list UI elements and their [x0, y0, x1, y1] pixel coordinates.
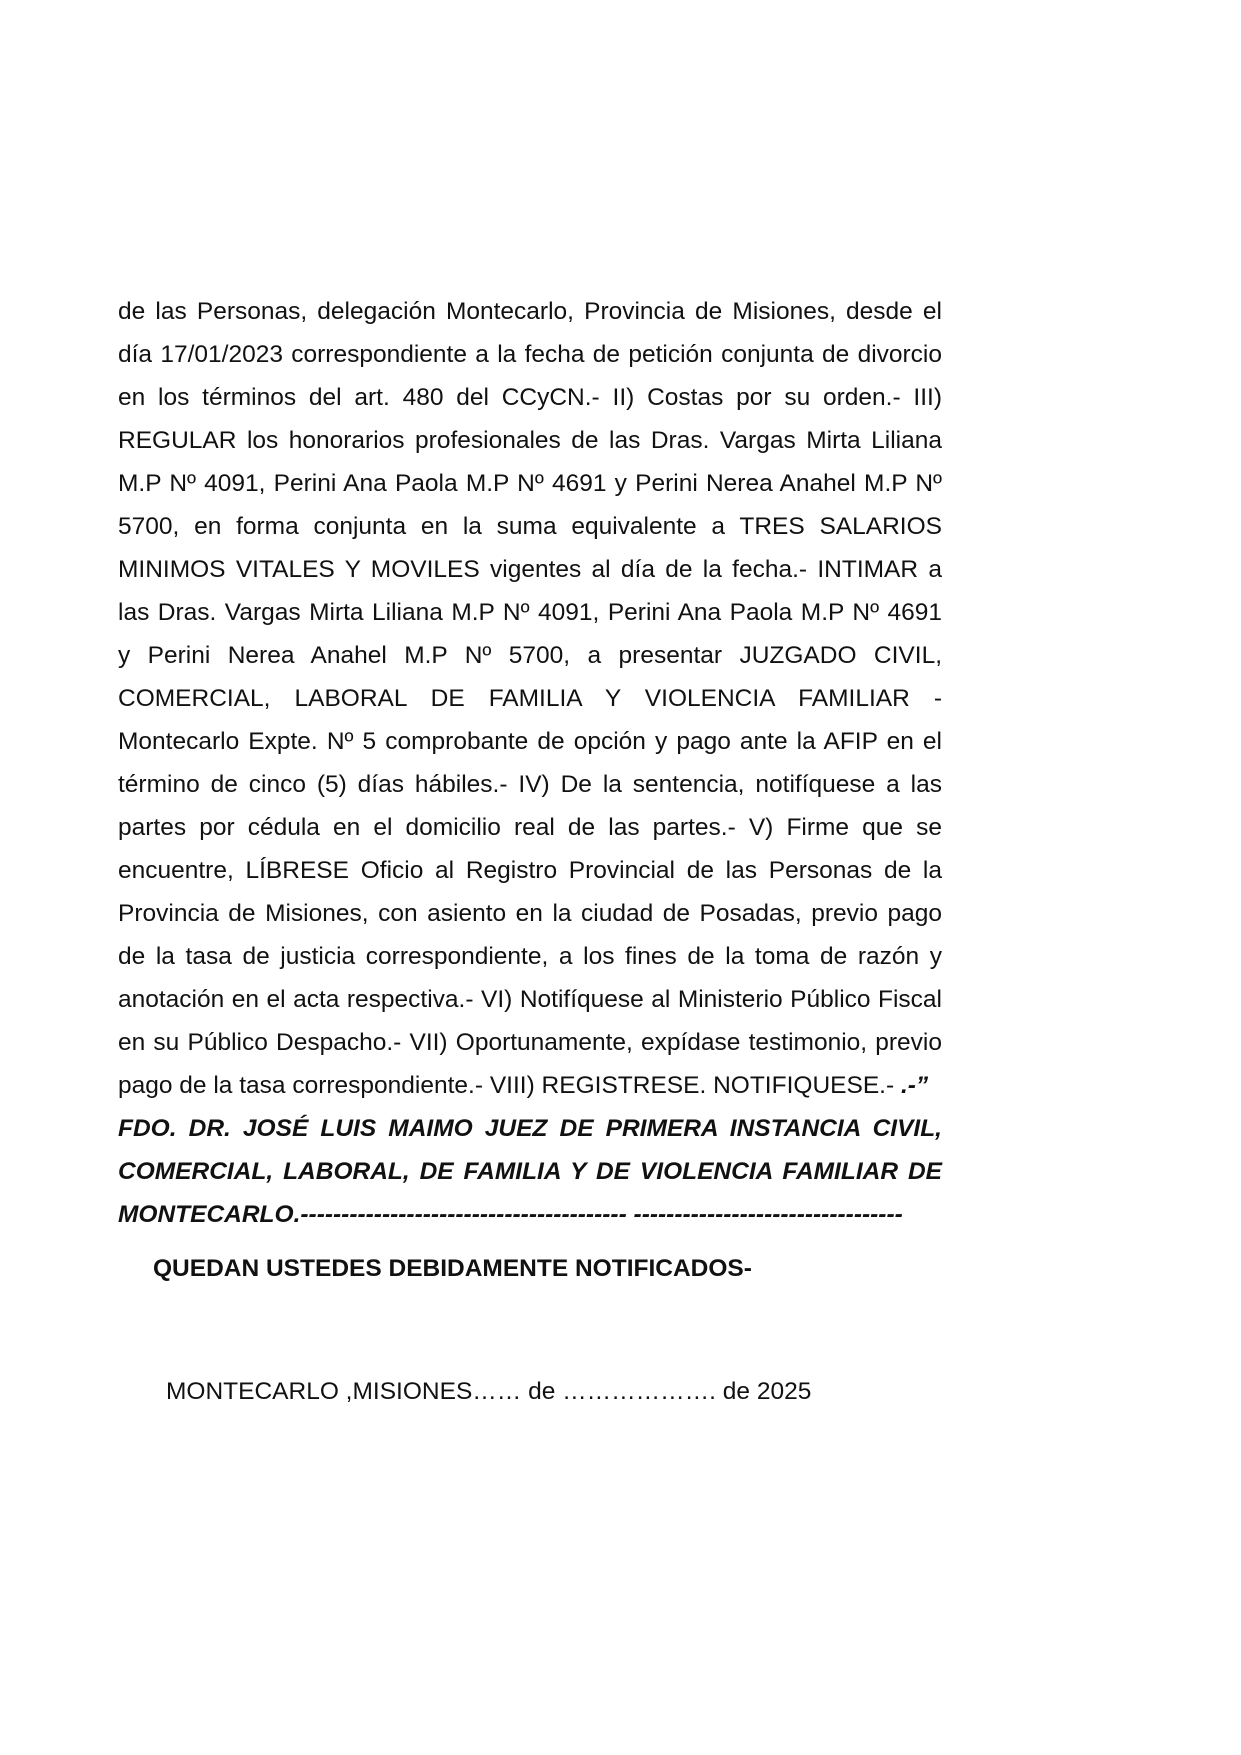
signature-line: MONTECARLO.---------------------------------------- ---------------------------------: [118, 1201, 903, 1228]
body-line: encuentre, LÍBRESE Oficio al Registro Provincial de las Personas de la: [118, 857, 942, 884]
notification-notice: QUEDAN USTEDES DEBIDAMENTE NOTIFICADOS-: [153, 1255, 752, 1282]
body-line: MINIMOS VITALES Y MOVILES vigentes al día de la fecha.- INTIMAR a: [118, 556, 942, 583]
body-line: en los términos del art. 480 del CCyCN.- II) Costas por su orden.- III): [118, 384, 942, 411]
body-line: partes por cédula en el domicilio real de las partes.- V) Firme que se: [118, 814, 942, 841]
body-line: en su Público Despacho.- VII) Oportunamente, expídase testimonio, previo: [118, 1029, 942, 1056]
body-line: término de cinco (5) días hábiles.- IV) De la sentencia, notifíquese a las: [118, 771, 942, 798]
body-line: las Dras. Vargas Mirta Liliana M.P Nº 4091, Perini Ana Paola M.P Nº 4691: [118, 599, 942, 626]
closing-quote-mark: .-”: [900, 1072, 929, 1099]
body-line: REGULAR los honorarios profesionales de las Dras. Vargas Mirta Liliana: [118, 427, 942, 454]
body-line: M.P Nº 4091, Perini Ana Paola M.P Nº 4691 y Perini Nerea Anahel M.P Nº: [118, 470, 942, 497]
body-line: de las Personas, delegación Montecarlo, Provincia de Misiones, desde el: [118, 298, 942, 325]
place-date-line: MONTECARLO ,MISIONES…… de ………………. de 2025: [166, 1378, 812, 1405]
signature-line: FDO. DR. JOSÉ LUIS MAIMO JUEZ DE PRIMERA INSTANCIA CIVIL,: [118, 1115, 942, 1142]
body-line: Provincia de Misiones, con asiento en la ciudad de Posadas, previo pago: [118, 900, 942, 927]
body-line-final: [118, 1064, 942, 1107]
body-line: anotación en el acta respectiva.- VI) Notifíquese al Ministerio Público Fiscal: [118, 986, 942, 1013]
body-line: de la tasa de justicia correspondiente, a los fines de la toma de razón y: [118, 943, 942, 970]
resolution-body: [118, 290, 942, 1236]
body-line: y Perini Nerea Anahel M.P Nº 5700, a presentar JUZGADO CIVIL,: [118, 642, 942, 669]
body-line: 5700, en forma conjunta en la suma equivalente a TRES SALARIOS: [118, 513, 942, 540]
body-line: COMERCIAL, LABORAL DE FAMILIA Y VIOLENCIA FAMILIAR -: [118, 685, 942, 712]
signature-line: COMERCIAL, LABORAL, DE FAMILIA Y DE VIOLENCIA FAMILIAR DE: [118, 1158, 942, 1185]
final-line-text: pago de la tasa correspondiente.- VIII) REGISTRESE. NOTIFIQUESE.-: [118, 1072, 901, 1099]
body-line: día 17/01/2023 correspondiente a la fecha de petición conjunta de divorcio: [118, 341, 942, 368]
body-line: Montecarlo Expte. Nº 5 comprobante de opción y pago ante la AFIP en el: [118, 728, 942, 755]
